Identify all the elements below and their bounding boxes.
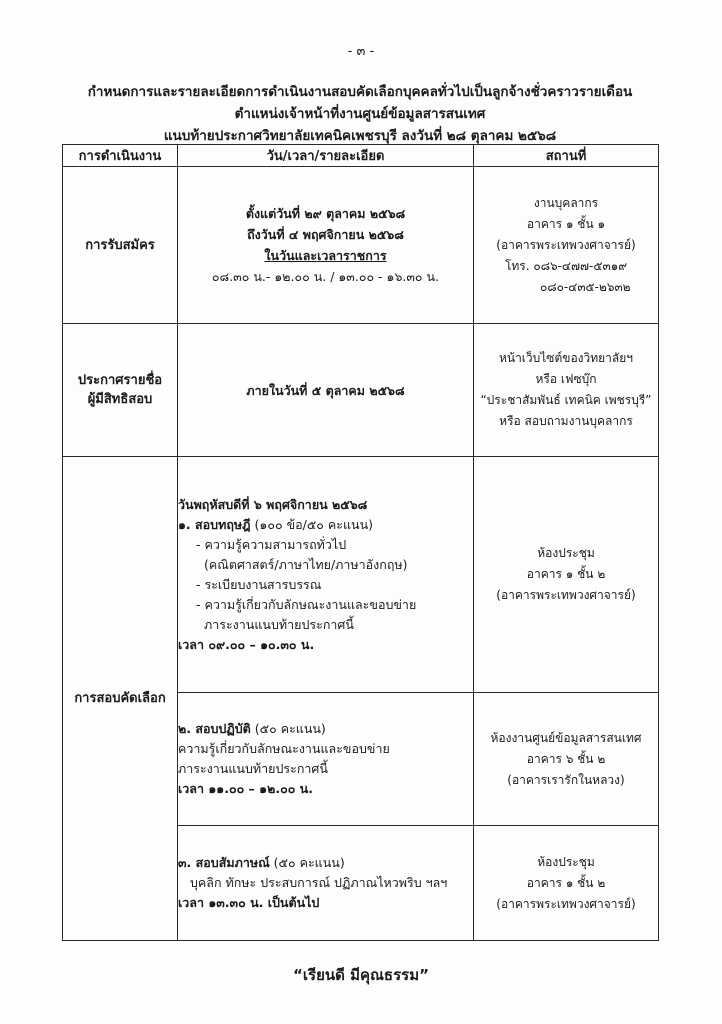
place-phone-2: ๐๘๐-๔๓๕-๒๖๓๒ (540, 279, 631, 294)
exam-2-line: ภาระงานแนบท้ายประกาศนี้ (178, 761, 328, 776)
announcement-date: ภายในวันที่ ๕ ตุลาคม ๒๕๖๘ (246, 382, 405, 398)
table-row-exam-1 (63, 457, 659, 693)
table-row-registration (63, 167, 659, 324)
exam-title: ๒. สอบปฏิบัติ (178, 721, 251, 736)
exam-1-item: (คณิตศาสตร์/ภาษาไทย/ภาษาอังกฤษ) (204, 556, 408, 572)
exam-1-time: เวลา ๐๙.๐๐ – ๑๐.๓๐ น. (178, 636, 315, 652)
exam-2-line: ความรู้เกี่ยวกับลักษณะงานและขอบข่าย (178, 741, 390, 756)
header-datetime: วัน/เวลา/รายละเอียด (178, 145, 474, 167)
registration-hours: ๐๘.๓๐ น.- ๑๒.๐๐ น. / ๑๓.๐๐ - ๑๖.๓๐ น. (211, 269, 440, 284)
header-activity: การดำเนินงาน (63, 145, 178, 167)
header-place: สถานที่ (474, 145, 659, 167)
activity-label: ผู้มีสิทธิสอบ (87, 392, 153, 407)
place-line: หน้าเว็บไซต์ของวิทยาลัยฯ (498, 351, 634, 365)
place-line: อาคาร ๑ ชั้น ๒ (526, 567, 606, 581)
heading-line-1: กำหนดการและรายละเอียดการดำเนินงานสอบคัดเลือกบุคคลทั่วไปเป็นลูกจ้างชั่วคราวรายเดือน (87, 84, 633, 100)
exam-1-heading (178, 515, 473, 535)
table-row-announcement (63, 324, 659, 457)
exam-1-item: - ความรู้ความสามารถทั่วไป (196, 536, 347, 552)
activity-announcement (63, 324, 178, 457)
exam-2-heading (178, 719, 473, 739)
exam-score: (๕๐ คะแนน) (269, 855, 345, 870)
registration-date-to: ถึงวันที่ ๔ พฤศจิกายน ๒๕๖๘ (247, 227, 404, 242)
place-phone-1: โทร. ๐๘๖-๔๗๗-๕๓๑๙ (504, 258, 628, 273)
activity-label: การรับสมัคร (85, 237, 155, 253)
selection-date: วันพฤหัสบดีที่ ๖ พฤศจิกายน ๒๕๖๘ (178, 496, 368, 512)
page-number: - ๓ - (347, 44, 375, 59)
heading-line-2: ตำแหน่งเจ้าหน้าที่งานศูนย์ข้อมูลสารสนเทศ (234, 106, 486, 122)
place-line: ห้องประชุม (537, 546, 595, 560)
place-line: อาคาร ๑ ชั้น ๒ (526, 875, 606, 890)
exam-1-details (178, 457, 474, 693)
activity-label: การสอบคัดเลือก (74, 691, 166, 706)
place-line: หรือ สอบถามงานบุคลากร (499, 414, 633, 428)
exam-1-place (474, 457, 659, 693)
place-line: (อาคารพระเทพวงศาจารย์) (496, 896, 636, 911)
exam-1-item: ภาระงานแนบท้ายประกาศนี้ (204, 616, 354, 632)
exam-2-details (178, 693, 474, 826)
activity-selection (63, 457, 178, 941)
place-line: (อาคารเรารักในหลวง) (507, 772, 625, 787)
registration-date-from: ตั้งแต่วันที่ ๒๙ ตุลาคม ๒๕๖๘ (245, 206, 406, 221)
place-line: ห้องงานศูนย์ข้อมูลสารสนเทศ (490, 730, 642, 745)
exam-3-place (474, 826, 659, 941)
place-line: งานบุคลากร (533, 195, 599, 210)
announcement-details (178, 324, 474, 457)
activity-label: ประกาศรายชื่อ (77, 373, 163, 388)
place-line: อาคาร ๑ ชั้น ๑ (526, 216, 606, 231)
announcement-place (474, 324, 659, 457)
exam-3-heading (178, 853, 473, 873)
exam-2-place (474, 693, 659, 826)
exam-3-time: เวลา ๑๓.๓๐ น. เป็นต้นไป (178, 895, 320, 910)
registration-details (178, 167, 474, 324)
place-line: อาคาร ๖ ชั้น ๒ (526, 751, 606, 766)
place-line: หรือ เฟซบุ๊ก (535, 372, 597, 386)
place-line: “ประชาสัมพันธ์ เทคนิค เพชรบุรี” (480, 393, 652, 407)
place-line: (อาคารพระเทพวงศาจารย์) (496, 588, 636, 602)
exam-3-line: บุคลิก ทักษะ ประสบการณ์ ปฏิภาณไหวพริบ ฯลฯ (190, 875, 448, 890)
heading-line-3: แนบท้ายประกาศวิทยาลัยเทคนิคเพชรบุรี ลงวันที่ ๒๘ ตุลาคม ๒๕๖๘ (163, 128, 557, 144)
place-line: (อาคารพระเทพวงศาจารย์) (496, 237, 636, 252)
exam-2-time: เวลา ๑๑.๐๐ – ๑๒.๐๐ น. (178, 781, 313, 796)
registration-place (474, 167, 659, 324)
exam-title: ๑. สอบทฤษฎี (178, 516, 251, 532)
exam-score: (๑๐๐ ข้อ/๕๐ คะแนน) (250, 516, 373, 532)
schedule-table (62, 144, 659, 941)
exam-1-item: - ความรู้เกี่ยวกับลักษณะงานและขอบข่าย (196, 596, 417, 612)
exam-1-item: - ระเบียบงานสารบรรณ (196, 576, 322, 592)
table-header-row (63, 145, 659, 167)
motto: “เรียนดี มีคุณธรรม” (293, 966, 429, 984)
registration-business-days: ในวันและเวลาราชการ (264, 248, 387, 263)
exam-score: (๕๐ คะแนน) (250, 721, 326, 736)
exam-title: ๓. สอบสัมภาษณ์ (178, 855, 270, 870)
place-line: ห้องประชุม (537, 854, 595, 869)
exam-3-details (178, 826, 474, 941)
activity-registration (63, 167, 178, 324)
